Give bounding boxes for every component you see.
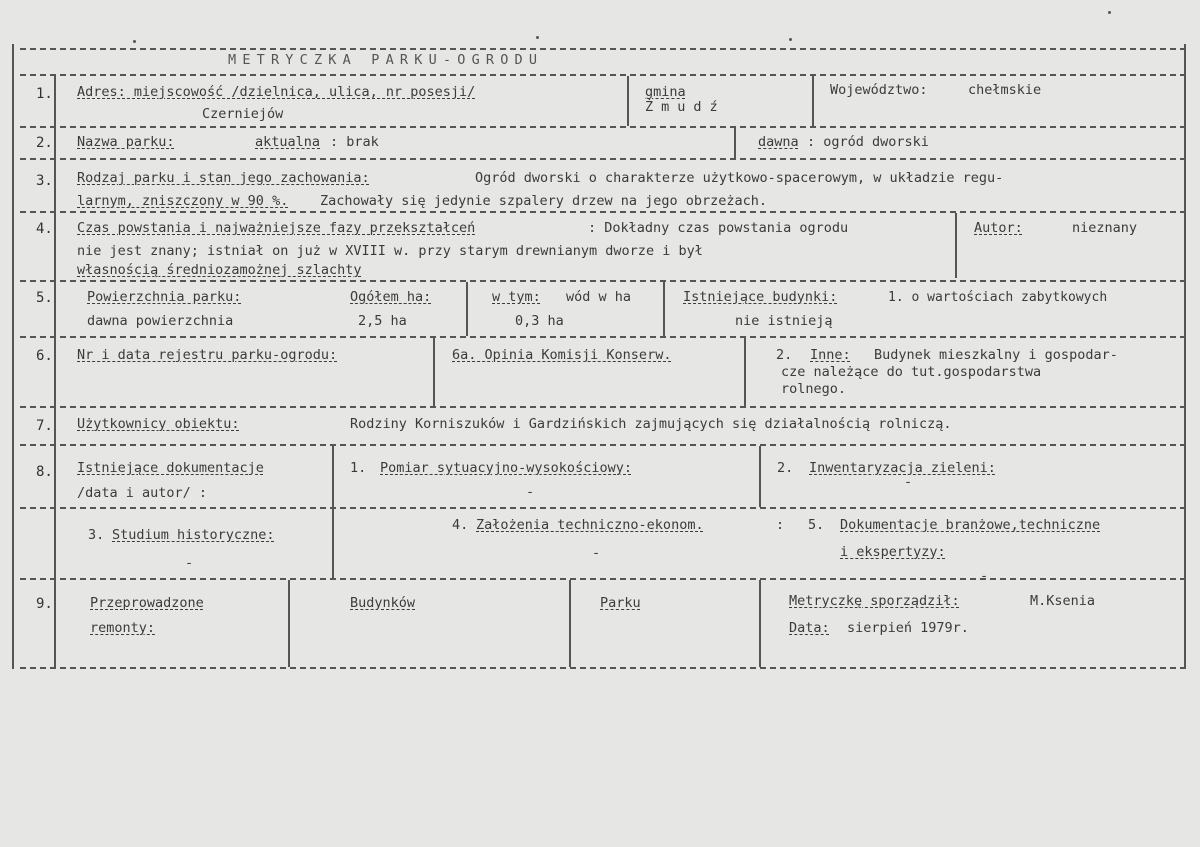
gmina-value: Żmudź — [645, 99, 726, 115]
rule-row4 — [20, 280, 1186, 282]
survey-label: Pomiar sytuacyjno-wysokościowy: — [380, 460, 632, 476]
r9-divider-a — [288, 580, 290, 667]
row8-number: 8. — [36, 464, 53, 480]
date-label: Data: — [789, 620, 830, 636]
address-value: Czerniejów — [202, 106, 284, 122]
r9-divider-b — [569, 580, 571, 667]
history-label: Czas powstania i najważniejsze fazy przekształceń — [77, 220, 476, 236]
row9-number: 9. — [36, 596, 53, 612]
other-line1: Budynek mieszkalny i gospodar- — [874, 347, 1118, 363]
rule-row3 — [20, 211, 1186, 213]
history-study-label: Studium historyczne: — [112, 527, 275, 543]
row2-number: 2. — [36, 135, 53, 151]
history-line3: własnością średniozamożnej szlachty — [77, 262, 362, 278]
survey-value: - — [526, 484, 535, 500]
total-area-value: 2,5 ha — [358, 313, 407, 329]
park-type-line2a: larnym, zniszczony w 90 %. — [77, 193, 289, 209]
r9-divider-c — [759, 580, 761, 667]
rule-row8 — [20, 507, 1186, 509]
voivodeship-label: Województwo: — [830, 82, 928, 98]
right-border — [1184, 44, 1186, 669]
branch-value: - — [980, 568, 989, 584]
branch-label: Dokumentacje branżowe,techniczne — [840, 517, 1101, 533]
r1-divider-b — [812, 76, 814, 126]
row1-number: 1. — [36, 86, 53, 102]
opinion-label: 6a. Opinia Komisji Konserw. — [452, 347, 672, 363]
r4-divider — [955, 213, 957, 278]
park-type-line1: Ogród dworski o charakterze użytkowo-spacerowym, w układzie regu- — [475, 170, 1004, 186]
paper-speck — [789, 38, 792, 41]
buildings-column: Budynków — [350, 595, 416, 611]
park-column: Parku — [600, 595, 641, 611]
greenery-label: Inwentaryzacja zieleni: — [809, 460, 996, 476]
card-title: METRYCZKA PARKU-OGRODU — [228, 52, 544, 68]
paper-speck — [536, 36, 539, 39]
greenery-value: - — [904, 474, 913, 490]
left-border — [12, 44, 14, 669]
rule-under-title — [20, 74, 1186, 76]
tech-label: Założenia techniczno-ekonom. — [476, 517, 704, 533]
history-line2: nie jest znany; istniał on już w XVIII w. przy starym drewnianym dworze i był — [77, 243, 703, 259]
former-name-value: : ogród dworski — [807, 134, 929, 150]
buildings-value: nie istnieją — [735, 313, 833, 329]
rule-row2 — [20, 158, 1186, 160]
area-label: Powierzchnia parku: — [87, 289, 242, 305]
prepared-by-label: Metryczkę sporządził: — [789, 593, 960, 609]
paper-speck — [1108, 11, 1111, 14]
tech-colon: : — [776, 517, 785, 533]
row6-number: 6. — [36, 348, 53, 364]
branch-label-2: i ekspertyzy: — [840, 544, 946, 560]
including-label: w tym: — [492, 289, 541, 305]
current-name-label: aktualna — [255, 134, 321, 150]
park-type-label: Rodzaj parku i stan jego zachowania: — [77, 170, 370, 186]
history-line1: : Dokładny czas powstania ogrodu — [588, 220, 849, 236]
users-label: Użytkownicy obiektu: — [77, 416, 240, 432]
rule-row6 — [20, 406, 1186, 408]
r2-divider — [734, 128, 736, 158]
r8-divider-a — [332, 446, 334, 578]
buildings-text: 1. o wartościach zabytkowych — [888, 290, 1108, 305]
row5-number: 5. — [36, 290, 53, 306]
paper-speck — [133, 40, 136, 43]
rule-row7 — [20, 444, 1186, 446]
tech-number: 4. — [452, 517, 469, 533]
tech-value: - — [592, 545, 601, 561]
r6-divider-a — [433, 338, 435, 406]
docs-sublabel: /data i autor/ : — [77, 485, 208, 501]
branch-number: 5. — [808, 517, 825, 533]
rule-top — [20, 48, 1186, 50]
other-number: 2. — [776, 347, 793, 363]
renovations-label-2: remonty: — [90, 620, 156, 636]
date-value: sierpień 1979r. — [847, 620, 969, 636]
other-line2: cze należące do tut.gospodarstwa — [781, 364, 1042, 380]
r1-divider-a — [627, 76, 629, 126]
total-area-label: Ogółem ha: — [350, 289, 432, 305]
other-label: Inne: — [810, 347, 851, 363]
docs-label: Istniejące dokumentacje — [77, 460, 264, 476]
greenery-number: 2. — [777, 460, 794, 476]
address-label: Adres: miejscowość /dzielnica, ulica, nr posesji/ — [77, 84, 476, 100]
survey-number: 1. — [350, 460, 367, 476]
row4-number: 4. — [36, 221, 53, 237]
row3-number: 3. — [36, 173, 53, 189]
renovations-label: Przeprowadzone — [90, 595, 204, 611]
rule-row5 — [20, 336, 1186, 338]
users-value: Rodziny Korniszuków i Gardzińskich zajmujących się działalnością rolniczą. — [350, 416, 952, 432]
r6-divider-b — [744, 338, 746, 406]
park-name-label: Nazwa parku: — [77, 134, 175, 150]
park-type-line2b: Zachowały się jedynie szpalery drzew na jego obrzeżach. — [320, 193, 768, 209]
rule-row1 — [20, 126, 1186, 128]
current-name-value: : brak — [330, 134, 379, 150]
rule-row8b — [20, 578, 1186, 580]
gmina-label: gmina — [645, 84, 686, 100]
area-sublabel: dawna powierzchnia — [87, 313, 234, 329]
history-study-number: 3. — [88, 527, 105, 543]
voivodeship-value: chełmskie — [968, 82, 1042, 98]
row7-number: 7. — [36, 418, 53, 434]
water-label: wód w ha — [566, 289, 632, 305]
register-label: Nr i data rejestru parku-ogrodu: — [77, 347, 338, 363]
r5-divider-a — [466, 282, 468, 336]
r8-divider-b — [759, 446, 761, 507]
r5-divider-b — [663, 282, 665, 336]
former-name-label: dawna — [758, 134, 799, 150]
rule-bottom — [20, 667, 1186, 669]
history-study-value: - — [185, 555, 194, 571]
author-value: nieznany — [1072, 220, 1138, 236]
water-area-value: 0,3 ha — [515, 313, 564, 329]
other-line3: rolnego. — [781, 381, 847, 397]
prepared-by-value: M.Ksenia — [1030, 593, 1096, 609]
buildings-label: Istniejące budynki: — [683, 289, 838, 305]
author-label: Autor: — [974, 220, 1023, 236]
